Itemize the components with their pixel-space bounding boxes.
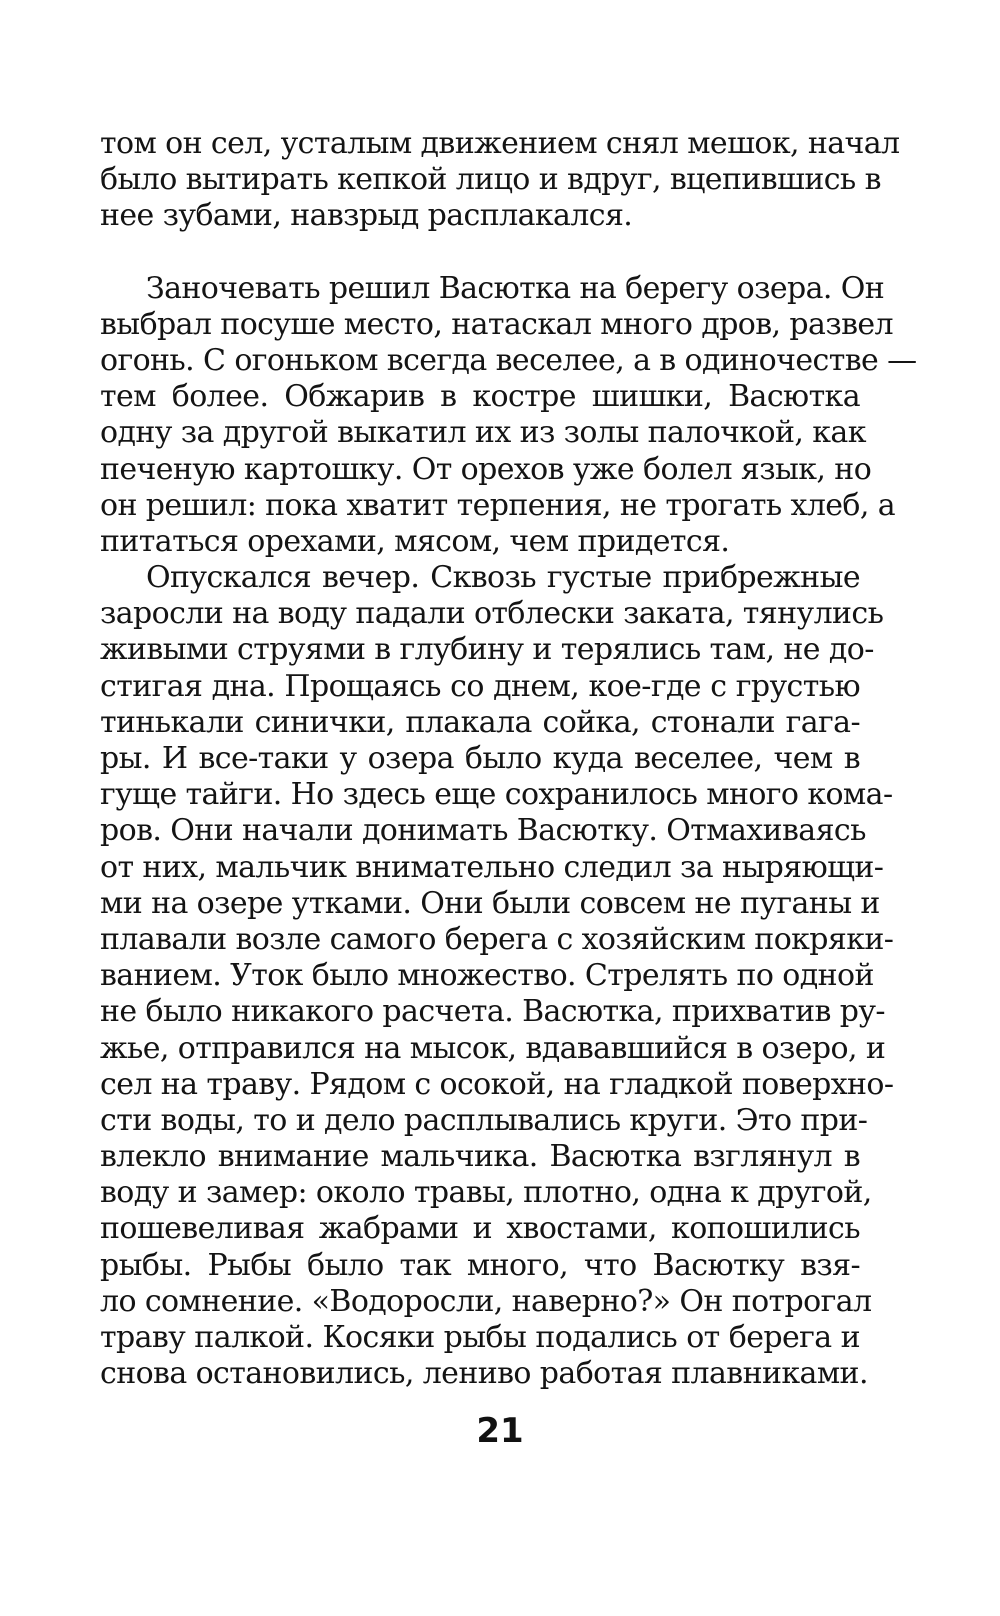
text-line: живыми струями в глубину и терялись там, не до- <box>100 632 874 668</box>
text-line: плавали возле самого берега с хозяйским покряки- <box>100 921 894 957</box>
book-page-text <box>100 126 917 1392</box>
text-line: Опускался вечер. Сквозь густые прибрежные <box>146 560 860 596</box>
text-line: траву палкой. Косяки рыбы подались от берега и <box>100 1320 860 1355</box>
text-line: нее зубами, навзрыд расплакался. <box>100 198 633 234</box>
text-line: ло сомнение. «Водоросли, наверно?» Он потрогал <box>100 1283 872 1319</box>
text-line: заросли на воду падали отблески заката, тянулись <box>100 596 884 632</box>
paragraph <box>100 270 917 561</box>
text-line: ванием. Уток было множество. Стрелять по одной <box>100 958 874 994</box>
text-line: ми на озере утками. Они были совсем не пуганы и <box>100 885 880 921</box>
text-line: рыбы. Рыбы было так много, что Васютку взя- <box>100 1247 860 1283</box>
text-line: одну за другой выкатил их из золы палочкой, как <box>100 415 866 451</box>
text-line: снова остановились, лениво работая плавниками. <box>100 1356 868 1392</box>
section-break <box>100 235 860 271</box>
text-line: стигая дна. Прощаясь со днем, кое-где с грустью <box>100 668 860 704</box>
text-line: огонь. С огоньком всегда веселее, а в одиночестве — <box>100 342 917 378</box>
text-line: печеную картошку. От орехов уже болел язык, но <box>100 451 872 487</box>
text-line: питаться орехами, мясом, чем придется. <box>100 523 730 559</box>
paragraph <box>100 560 894 1392</box>
page-number: 21 <box>476 1411 524 1451</box>
text-line: воду и замер: около травы, плотно, одна к другой, <box>100 1175 872 1211</box>
paragraph <box>100 126 900 235</box>
text-line: Заночевать решил Васютка на берегу озера. Он <box>146 270 885 306</box>
text-line: не было никакого расчета. Васютка, прихватив ру- <box>100 994 885 1030</box>
text-line: ры. И все-таки у озера было куда веселее, чем в <box>100 741 860 776</box>
text-line: было вытирать кепкой лицо и вдруг, вцепившись в <box>100 162 881 198</box>
text-line: пошевеливая жабрами и хвостами, копошились <box>100 1211 860 1247</box>
text-line: выбрал посуше место, натаскал много дров, развел <box>100 306 893 342</box>
text-line: ров. Они начали донимать Васютку. Отмахиваясь <box>100 813 866 849</box>
text-line: гуще тайги. Но здесь еще сохранилось много кома- <box>100 777 893 813</box>
text-line: влекло внимание мальчика. Васютка взглянул в <box>100 1139 860 1175</box>
text-line: тем более. Обжарив в костре шишки, Васютка <box>100 379 860 415</box>
text-line: он решил: пока хватит терпения, не трогать хлеб, а <box>100 487 896 523</box>
text-line: жье, отправился на мысок, вдававшийся в озеро, и <box>100 1030 886 1066</box>
text-line: тинькали синички, плакала сойка, стонали гага- <box>100 704 860 740</box>
text-line: том он сел, усталым движением снял мешок, начал <box>100 126 900 161</box>
text-line: от них, мальчик внимательно следил за ныряющи- <box>100 849 884 885</box>
text-line: сти воды, то и дело расплывались круги. Это при- <box>100 1102 868 1138</box>
text-line: сел на траву. Рядом с осокой, на гладкой поверхно- <box>100 1066 894 1102</box>
